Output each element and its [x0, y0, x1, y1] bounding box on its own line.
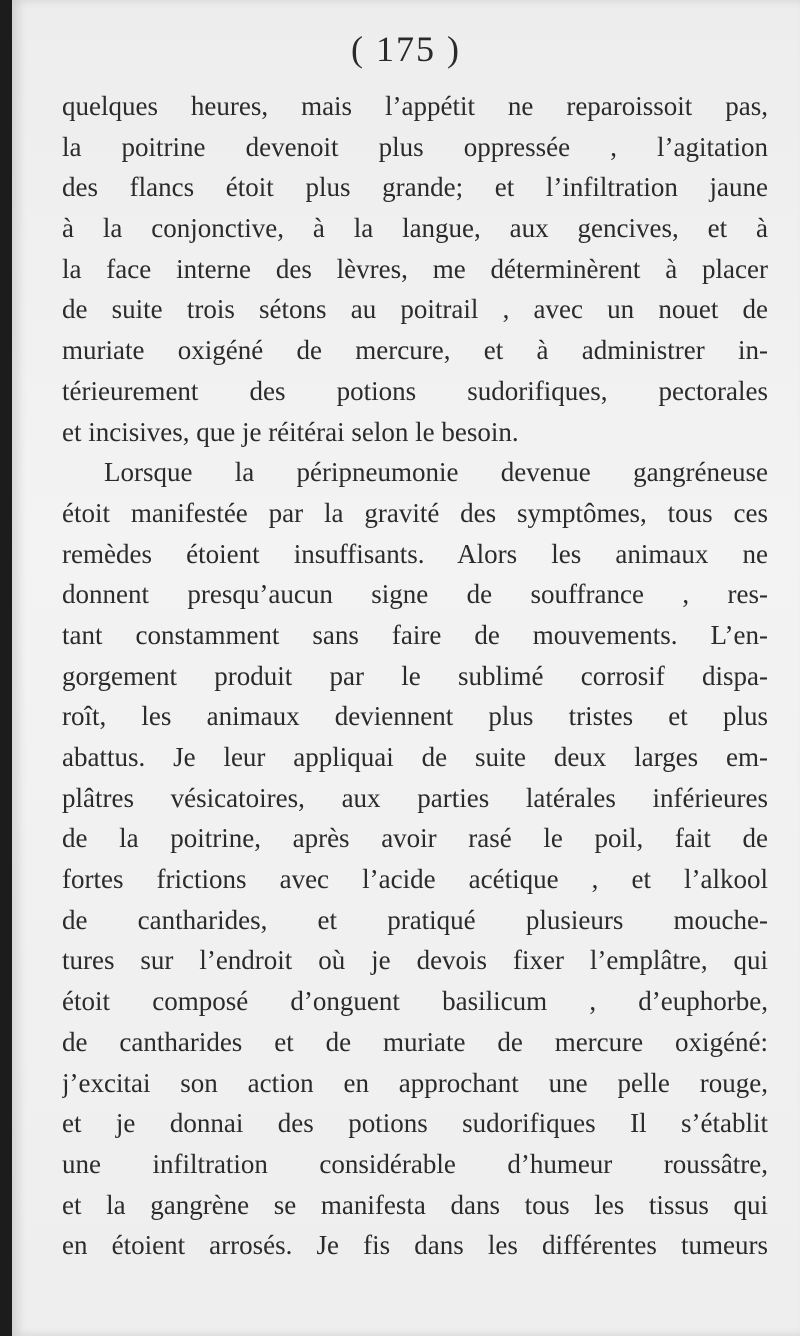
text-line: gorgement produit par le sublimé corrosif dispa-	[62, 660, 768, 691]
text-line: et incisives, que je réitérai selon le besoin.	[62, 416, 519, 447]
text-line: la poitrine devenoit plus oppressée , l’agitation	[62, 131, 768, 162]
text-line: donnent presqu’aucun signe de souffrance , res-	[62, 579, 768, 610]
text-line: en étoient arrosés. Je fis dans les différentes tumeurs	[62, 1230, 768, 1261]
text-line: tant constamment sans faire de mouvements. L’en-	[62, 619, 768, 650]
text-line: Lorsque la péripneumonie devenue gangréneuse	[104, 457, 768, 488]
text-line: térieurement des potions sudorifiques, pectorales	[62, 375, 768, 406]
text-line: tures sur l’endroit où je devois fixer l’emplâtre, qui	[62, 945, 768, 976]
text-line: de suite trois sétons au poitrail , avec un nouet de	[62, 294, 768, 325]
text-line: remèdes étoient insuffisants. Alors les animaux ne	[62, 538, 768, 569]
text-line: une infiltration considérable d’humeur roussâtre,	[62, 1148, 768, 1179]
book-page	[12, 0, 800, 1336]
text-line: j’excitai son action en approchant une pelle rouge,	[62, 1067, 768, 1098]
text-line: à la conjonctive, à la langue, aux gencives, et à	[62, 213, 768, 244]
text-line: roît, les animaux deviennent plus tristes et plus	[62, 701, 768, 732]
text-line: la face interne des lèvres, me déterminèrent à placer	[62, 253, 768, 284]
text-line: de cantharides et de muriate de mercure oxigéné:	[62, 1026, 768, 1057]
text-line: quelques heures, mais l’appétit ne reparoissoit pas,	[62, 91, 768, 121]
text-line: des flancs étoit plus grande; et l’infiltration jaune	[62, 172, 768, 203]
page-number: ( 175 )	[351, 29, 461, 69]
text-line: de cantharides, et pratiqué plusieurs mouche-	[62, 904, 768, 935]
text-line: étoit composé d’onguent basilicum , d’euphorbe,	[62, 986, 768, 1017]
text-line: étoit manifestée par la gravité des symptômes, tous ces	[62, 497, 768, 528]
text-line: muriate oxigéné de mercure, et à administrer in-	[62, 335, 768, 366]
text-line: plâtres vésicatoires, aux parties latérales inférieures	[62, 782, 768, 813]
text-line: et je donnai des potions sudorifiques Il s’établit	[62, 1108, 768, 1139]
text-line: et la gangrène se manifesta dans tous les tissus qui	[62, 1189, 768, 1220]
text-line: de la poitrine, après avoir rasé le poil, fait de	[62, 823, 768, 854]
text-line: abattus. Je leur appliquai de suite deux larges em-	[62, 742, 768, 772]
text-line: fortes frictions avec l’acide acétique , et l’alkool	[62, 864, 768, 895]
body-text	[62, 86, 768, 1266]
